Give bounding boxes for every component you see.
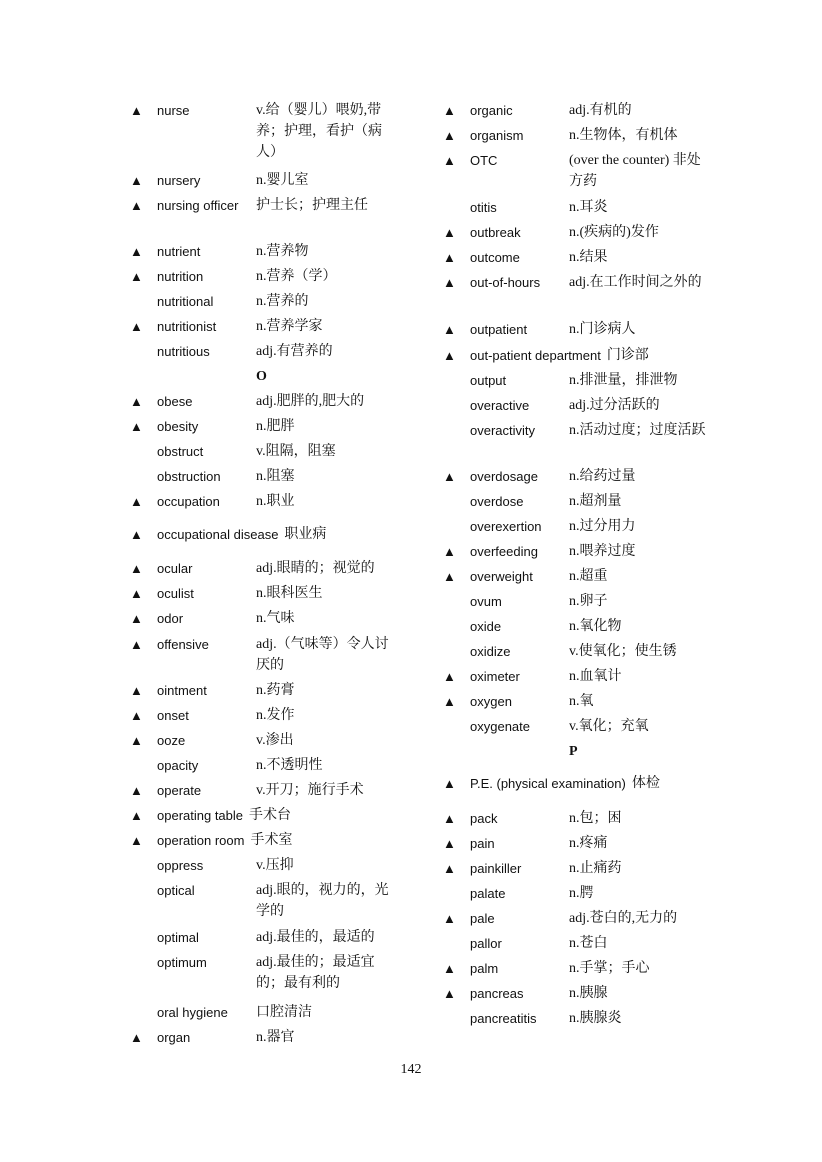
glossary-entry	[130, 170, 400, 191]
entry-definition: 手术室	[250, 833, 293, 848]
entry-term: nutrient	[157, 244, 201, 259]
triangle-marker-icon: ▲	[443, 811, 456, 826]
entry-definition: n.发作	[256, 708, 295, 723]
triangle-marker-icon: ▲	[130, 494, 143, 509]
entry-definition: adj.有营养的	[256, 344, 333, 359]
triangle-marker-icon: ▲	[443, 861, 456, 876]
glossary-entry	[443, 345, 713, 366]
glossary-entry	[130, 195, 400, 216]
triangle-marker-icon: ▲	[130, 527, 143, 542]
entry-definition: n.营养的	[256, 294, 309, 309]
entry-term: overexertion	[470, 519, 542, 534]
glossary-entry	[443, 933, 713, 954]
entry-definition: adj.过分活跃的	[569, 398, 660, 413]
entry-term: P.E. (physical examination)	[470, 776, 626, 791]
entry-term: optimal	[157, 930, 199, 945]
entry-term: oxide	[470, 619, 502, 634]
entry-term: palm	[470, 961, 499, 976]
glossary-entry	[443, 1008, 713, 1029]
glossary-entry	[443, 491, 713, 512]
glossary-entry	[443, 370, 713, 391]
entry-definition: n.职业	[256, 494, 295, 509]
entry-definition: adj.最佳的，最适的	[256, 930, 375, 945]
entry-term: pack	[470, 811, 498, 826]
entry-term: out-patient department	[470, 348, 601, 363]
triangle-marker-icon: ▲	[130, 783, 143, 798]
triangle-marker-icon: ▲	[443, 275, 456, 290]
triangle-marker-icon: ▲	[130, 319, 143, 334]
entry-term: ovum	[470, 594, 502, 609]
triangle-marker-icon: ▲	[130, 808, 143, 823]
triangle-marker-icon: ▲	[443, 469, 456, 484]
glossary-entry	[130, 558, 400, 579]
glossary-entry	[443, 883, 713, 904]
glossary-entry	[130, 391, 400, 412]
triangle-marker-icon: ▲	[130, 833, 143, 848]
entry-definition: adj.肥胖的,肥大的	[256, 394, 365, 409]
triangle-marker-icon: ▲	[443, 153, 456, 168]
glossary-entry	[130, 755, 400, 776]
triangle-marker-icon: ▲	[130, 394, 143, 409]
glossary-entry	[443, 641, 713, 662]
entry-term: optimum	[157, 955, 207, 970]
glossary-entry	[130, 780, 400, 801]
entry-definition: n.眼科医生	[256, 586, 323, 601]
entry-term: ooze	[157, 733, 186, 748]
triangle-marker-icon: ▲	[130, 1030, 143, 1045]
entry-term: obese	[157, 394, 193, 409]
glossary-entry	[130, 583, 400, 604]
entry-definition: n.腭	[569, 886, 594, 901]
entry-term: overweight	[470, 569, 533, 584]
entry-definition: adj.最佳的；最适宜的；最有利的	[256, 955, 375, 991]
glossary-entry	[443, 983, 713, 1004]
glossary-entry	[443, 247, 713, 268]
entry-term: palate	[470, 886, 506, 901]
entry-term: overdose	[470, 494, 524, 509]
entry-term: operating table	[157, 808, 244, 823]
glossary-entry	[443, 716, 713, 737]
entry-definition: n.不透明性	[256, 758, 323, 773]
glossary-entry	[130, 266, 400, 287]
entry-term: obstruction	[157, 469, 221, 484]
entry-definition: n.过分用力	[569, 519, 636, 534]
entry-definition: n.氧化物	[569, 619, 622, 634]
entry-term: obesity	[157, 419, 199, 434]
entry-definition: n.卵子	[569, 594, 608, 609]
entry-term: organic	[470, 103, 513, 118]
glossary-entry	[443, 858, 713, 879]
entry-term: ointment	[157, 683, 207, 698]
triangle-marker-icon: ▲	[130, 637, 143, 652]
entry-definition: n.喂养过度	[569, 544, 636, 559]
triangle-marker-icon: ▲	[130, 683, 143, 698]
entry-term: oppress	[157, 858, 204, 873]
entry-definition: n.活动过度；过度活跃	[569, 423, 706, 438]
entry-term: painkiller	[470, 861, 522, 876]
glossary-entry	[130, 805, 400, 826]
glossary-entry	[443, 566, 713, 587]
triangle-marker-icon: ▲	[443, 836, 456, 851]
triangle-marker-icon: ▲	[443, 103, 456, 118]
glossary-entry	[443, 516, 713, 537]
glossary-entry	[130, 1027, 400, 1048]
entry-term: pale	[470, 911, 495, 926]
triangle-marker-icon: ▲	[130, 586, 143, 601]
entry-term: outbreak	[470, 225, 521, 240]
entry-definition: v.使氧化；使生锈	[569, 644, 677, 659]
glossary-entry	[443, 808, 713, 829]
glossary-entry	[130, 855, 400, 876]
glossary-entry	[130, 927, 400, 948]
glossary-entry	[443, 272, 713, 293]
entry-definition: n.药膏	[256, 683, 295, 698]
glossary-entry	[443, 616, 713, 637]
glossary-entry	[130, 634, 400, 676]
glossary-entry	[443, 222, 713, 243]
entry-term: nursery	[157, 173, 201, 188]
entry-definition: adj.（气味等）令人讨厌的	[256, 637, 389, 673]
entry-term: oximeter	[470, 669, 520, 684]
page-number: 142	[400, 1062, 422, 1077]
glossary-entry	[130, 680, 400, 701]
triangle-marker-icon: ▲	[443, 911, 456, 926]
entry-definition: (over the counter) 非处方药	[569, 153, 701, 189]
triangle-marker-icon: ▲	[443, 348, 456, 363]
entry-term: occupational disease	[157, 527, 279, 542]
glossary-entry	[443, 150, 713, 192]
entry-term: offensive	[157, 637, 209, 652]
entry-term: nursing officer	[157, 198, 239, 213]
triangle-marker-icon: ▲	[130, 708, 143, 723]
triangle-marker-icon: ▲	[130, 198, 143, 213]
entry-definition: n.营养学家	[256, 319, 323, 334]
entry-definition: n.门诊病人	[569, 322, 636, 337]
entry-definition: n.生物体，有机体	[569, 128, 678, 143]
triangle-marker-icon: ▲	[443, 669, 456, 684]
glossary-entry	[443, 541, 713, 562]
entry-term: nutrition	[157, 269, 204, 284]
entry-term: organ	[157, 1030, 191, 1045]
entry-definition: n.苍白	[569, 936, 608, 951]
entry-definition: adj.有机的	[569, 103, 632, 118]
glossary-entry	[443, 197, 713, 218]
glossary-entry	[130, 441, 400, 462]
entry-term: overfeeding	[470, 544, 538, 559]
entry-term: pancreatitis	[470, 1011, 537, 1026]
entry-term: OTC	[470, 153, 498, 168]
glossary-entry	[130, 316, 400, 337]
entry-term: outpatient	[470, 322, 528, 337]
entry-term: otitis	[470, 200, 497, 215]
glossary-entry	[443, 666, 713, 687]
glossary-entry	[130, 830, 400, 851]
triangle-marker-icon: ▲	[443, 569, 456, 584]
entry-definition: n.包；困	[569, 811, 622, 826]
entry-term: overactive	[470, 398, 530, 413]
entry-term: operation room	[157, 833, 245, 848]
glossary-entry	[443, 591, 713, 612]
entry-term: optical	[157, 883, 195, 898]
glossary-entry	[130, 730, 400, 751]
triangle-marker-icon: ▲	[443, 776, 456, 791]
triangle-marker-icon: ▲	[130, 244, 143, 259]
entry-definition: n.(疾病的)发作	[569, 225, 659, 240]
entry-term: oxygenate	[470, 719, 530, 734]
triangle-marker-icon: ▲	[130, 103, 143, 118]
entry-definition: n.营养物	[256, 244, 309, 259]
entry-term: obstruct	[157, 444, 204, 459]
glossary-entry	[443, 691, 713, 712]
entry-definition: n.超重	[569, 569, 608, 584]
entry-term: output	[470, 373, 507, 388]
glossary-entry	[130, 416, 400, 437]
triangle-marker-icon: ▲	[443, 250, 456, 265]
entry-definition: v.氧化；充氧	[569, 719, 649, 734]
entry-definition: 手术台	[249, 808, 292, 823]
entry-term: nurse	[157, 103, 190, 118]
entry-definition: 护士长；护理主任	[256, 198, 368, 213]
glossary-entry	[443, 773, 713, 794]
glossary-entry	[130, 608, 400, 629]
entry-definition: n.阻塞	[256, 469, 295, 484]
entry-definition: n.胰腺炎	[569, 1011, 622, 1026]
entry-definition: n.给药过量	[569, 469, 636, 484]
glossary-entry	[130, 705, 400, 726]
entry-term: opacity	[157, 758, 199, 773]
glossary-entry	[130, 100, 400, 163]
entry-definition: 口腔清洁	[256, 1005, 312, 1020]
entry-term: nutritionist	[157, 319, 217, 334]
entry-term: odor	[157, 611, 184, 626]
entry-definition: 门诊部	[606, 348, 649, 363]
section-letter: O	[256, 369, 267, 384]
section-letter: P	[569, 744, 578, 759]
entry-definition: n.耳炎	[569, 200, 608, 215]
entry-term: organism	[470, 128, 524, 143]
entry-definition: n.血氧计	[569, 669, 622, 684]
triangle-marker-icon: ▲	[130, 269, 143, 284]
entry-term: occupation	[157, 494, 220, 509]
entry-term: operate	[157, 783, 202, 798]
triangle-marker-icon: ▲	[443, 694, 456, 709]
entry-term: nutritional	[157, 294, 214, 309]
glossary-entry	[443, 125, 713, 146]
entry-definition: v.阻隔，阻塞	[256, 444, 336, 459]
entry-definition: n.疼痛	[569, 836, 608, 851]
entry-definition: n.肥胖	[256, 419, 295, 434]
triangle-marker-icon: ▲	[443, 225, 456, 240]
entry-term: oral hygiene	[157, 1005, 228, 1020]
entry-definition: 职业病	[284, 527, 327, 542]
entry-term: oxidize	[470, 644, 511, 659]
entry-term: oculist	[157, 586, 194, 601]
triangle-marker-icon: ▲	[443, 544, 456, 559]
triangle-marker-icon: ▲	[130, 611, 143, 626]
glossary-entry	[443, 420, 713, 441]
entry-definition: n.婴儿室	[256, 173, 309, 188]
glossary-entry	[130, 1002, 400, 1023]
glossary-entry	[443, 833, 713, 854]
entry-term: pain	[470, 836, 495, 851]
triangle-marker-icon: ▲	[130, 561, 143, 576]
entry-definition: v.给（婴儿）喂奶,带养；护理，看护（病人）	[256, 103, 382, 160]
entry-term: pallor	[470, 936, 502, 951]
glossary-entry	[443, 908, 713, 929]
triangle-marker-icon: ▲	[130, 419, 143, 434]
entry-definition: n.胰腺	[569, 986, 608, 1001]
triangle-marker-icon: ▲	[443, 986, 456, 1001]
glossary-entry	[443, 958, 713, 979]
entry-definition: adj.苍白的,无力的	[569, 911, 678, 926]
entry-definition: adj.在工作时间之外的	[569, 275, 702, 290]
entry-term: out-of-hours	[470, 275, 541, 290]
entry-term: nutritious	[157, 344, 210, 359]
entry-term: outcome	[470, 250, 520, 265]
triangle-marker-icon: ▲	[443, 128, 456, 143]
glossary-entry	[130, 491, 400, 512]
entry-definition: n.结果	[569, 250, 608, 265]
entry-term: overactivity	[470, 423, 536, 438]
glossary-entry	[130, 952, 400, 994]
entry-definition: n.器官	[256, 1030, 295, 1045]
entry-definition: n.排泄量，排泄物	[569, 373, 678, 388]
entry-definition: adj.眼睛的；视觉的	[256, 561, 375, 576]
glossary-entry	[443, 466, 713, 487]
entry-definition: v.渗出	[256, 733, 294, 748]
glossary-entry	[130, 880, 400, 922]
entry-definition: n.气味	[256, 611, 295, 626]
glossary-entry	[443, 319, 713, 340]
glossary-entry	[130, 241, 400, 262]
triangle-marker-icon: ▲	[130, 173, 143, 188]
glossary-entry	[130, 341, 400, 362]
entry-definition: n.氧	[569, 694, 594, 709]
entry-definition: v.开刀；施行手术	[256, 783, 364, 798]
entry-definition: n.营养（学）	[256, 269, 337, 284]
entry-term: onset	[157, 708, 189, 723]
glossary-entry	[130, 291, 400, 312]
entry-definition: adj.眼的，视力的，光学的	[256, 883, 389, 919]
entry-definition: n.超剂量	[569, 494, 622, 509]
entry-term: pancreas	[470, 986, 524, 1001]
glossary-entry	[130, 466, 400, 487]
glossary-entry	[443, 395, 713, 416]
triangle-marker-icon: ▲	[130, 733, 143, 748]
entry-definition: 体检	[631, 776, 660, 791]
entry-term: ocular	[157, 561, 193, 576]
entry-definition: n.止痛药	[569, 861, 622, 876]
glossary-entry	[443, 100, 713, 121]
triangle-marker-icon: ▲	[443, 322, 456, 337]
glossary-entry	[130, 524, 400, 545]
entry-term: overdosage	[470, 469, 538, 484]
triangle-marker-icon: ▲	[443, 961, 456, 976]
entry-definition: n.手掌；手心	[569, 961, 650, 976]
entry-definition: v.压抑	[256, 858, 294, 873]
entry-term: oxygen	[470, 694, 512, 709]
